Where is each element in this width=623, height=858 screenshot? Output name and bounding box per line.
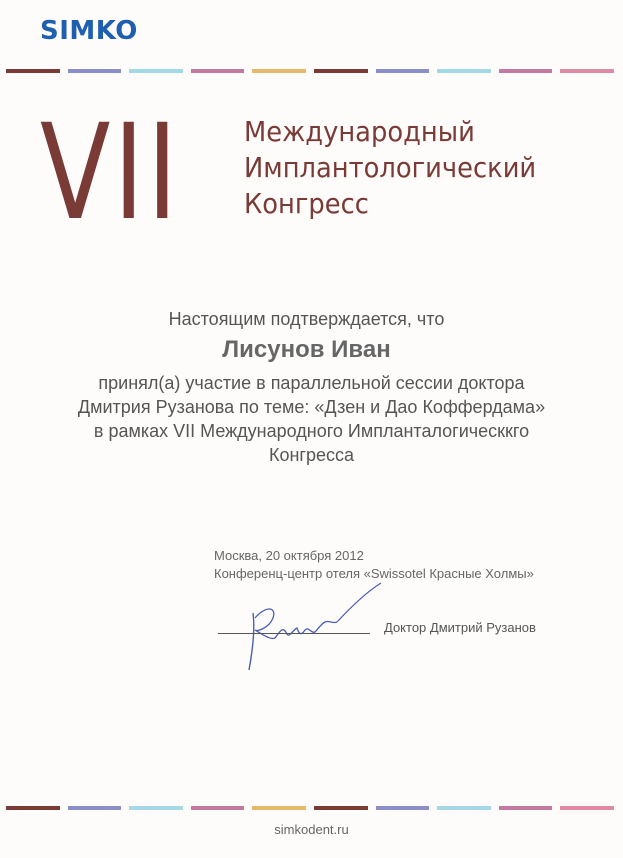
confirmation-text: Настоящим подтверждается, что: [168, 309, 445, 329]
signature-line: [218, 633, 370, 634]
handwritten-signature: [225, 578, 385, 678]
stripe-segment: [68, 806, 122, 810]
simko-logo: SIMKO: [40, 16, 138, 46]
stripe-segment: [252, 69, 306, 73]
stripe-segment: [191, 806, 245, 810]
event-venue: Конференц-центр отеля «Swissotel Красные Холмы»: [214, 566, 534, 581]
stripe-segment: [560, 806, 614, 810]
stripe-segment: [437, 806, 491, 810]
title-line: Имплантологический: [244, 151, 537, 184]
stripe-segment: [129, 806, 183, 810]
stripe-segment: [560, 69, 614, 73]
bottom-color-stripe: [6, 806, 614, 810]
signer-name: Доктор Дмитрий Рузанов: [384, 620, 536, 635]
description-line: принял(а) участие в параллельной сессии доктора: [98, 373, 525, 393]
stripe-segment: [6, 69, 60, 73]
website-footer[interactable]: simkodent.ru: [274, 822, 349, 837]
stripe-segment: [376, 806, 430, 810]
stripe-segment: [499, 806, 553, 810]
participant-name: Лисунов Иван: [222, 336, 391, 363]
top-color-stripe: [6, 69, 614, 73]
stripe-segment: [314, 69, 368, 73]
participation-description: [0, 371, 623, 467]
stripe-segment: [376, 69, 430, 73]
stripe-segment: [191, 69, 245, 73]
roman-numeral: VII: [40, 96, 181, 250]
stripe-segment: [68, 69, 122, 73]
congress-title: [244, 114, 536, 222]
title-line: Международный: [244, 115, 475, 148]
stripe-segment: [499, 69, 553, 73]
title-line: Конгресс: [244, 187, 369, 220]
stripe-segment: [6, 806, 60, 810]
description-line: Конгресса: [268, 445, 355, 465]
stripe-segment: [437, 69, 491, 73]
description-line: Дмитрия Рузанова по теме: «Дзен и Дао Коффердама»: [77, 397, 546, 417]
event-date: Москва, 20 октября 2012: [214, 548, 364, 563]
stripe-segment: [314, 806, 368, 810]
certificate-body: [0, 307, 623, 467]
stripe-segment: [129, 69, 183, 73]
stripe-segment: [252, 806, 306, 810]
description-line: в рамках VII Международного Импланталогическкго: [93, 421, 530, 441]
